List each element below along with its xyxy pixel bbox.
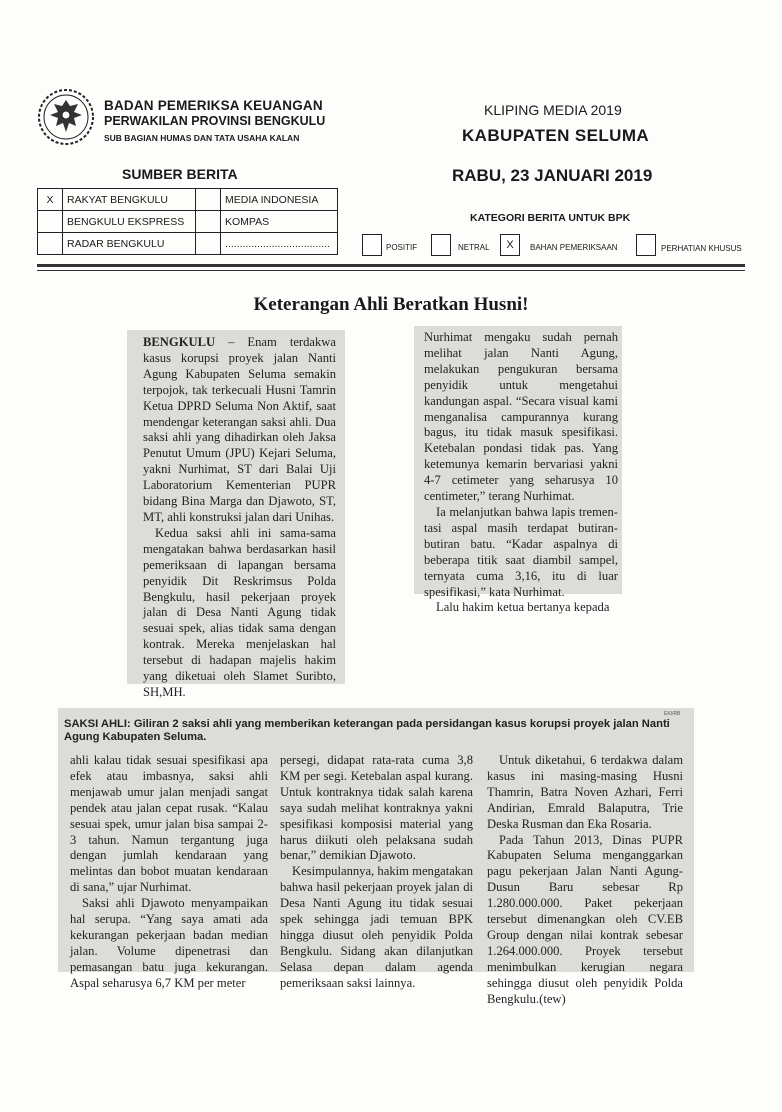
paragraph: Ia melanjutkan bahwa lapis tremen-tasi aspal masih terdapat butiran-butiran batu. “Kadar aspalnya di beberapa titik saat diambil sampel, ternyata cuma 3,16, itu di luar spesifikasi,” kata Nurhimat. — [424, 504, 618, 599]
article-column-5 — [487, 753, 683, 1008]
sumber-name: RADAR BENGKULU — [63, 233, 196, 255]
kabupaten-title: KABUPATEN SELUMA — [462, 126, 650, 145]
date-title: RABU, 23 JANUARI 2019 — [452, 166, 653, 185]
sumber-name: KOMPAS — [221, 211, 338, 233]
kliping-title: KLIPING MEDIA 2019 — [484, 102, 622, 118]
dateline: BENGKULU — [143, 335, 216, 349]
sumber-check: X — [38, 189, 63, 211]
sumber-name: MEDIA INDONESIA — [221, 189, 338, 211]
kategori-checkbox-bahan-pemeriksaan: X — [500, 234, 520, 256]
article-column-1 — [143, 335, 336, 701]
sumber-row — [38, 189, 338, 211]
article-column-3 — [70, 753, 268, 992]
sumber-name: RAKYAT BENGKULU — [63, 189, 196, 211]
paragraph: ahli kalau tidak sesuai spesifikasi apa efek atau imbasnya, saksi ahli menjawab umur jalan menjadi sangat pendek atau jalan cepat rusak. “Kalau sesuai spek, umur jalan bisa sampai 2-3 tahun. Namun tergantung juga dengan jumlah kendaraan yang melintas dan bobot muatan kendaraan di sana,” ujar Nurhimat. — [70, 753, 268, 895]
kategori-checkbox-perhatian-khusus — [636, 234, 656, 256]
header-divider-thick — [37, 264, 745, 267]
sumber-check — [196, 211, 221, 233]
kategori-checkbox-positif — [362, 234, 382, 256]
article-headline: Keterangan Ahli Beratkan Husni! — [253, 294, 529, 315]
photo-credit: EKI/RB — [664, 711, 681, 717]
kategori-label-netral: NETRAL — [458, 243, 490, 252]
header-divider-thin — [37, 270, 745, 271]
paragraph: BENGKULU – Enam terdakwa kasus korupsi proyek jalan Nanti Agung Kabupaten Seluma semakin terpojok, tak terkecuali Husni Tamrin Ketua DPRD Seluma Non Aktif, saat mendengar keterangan saksi ahli. Dua saksi ahli yang dihadirkan oleh Jaksa Penutut Umum (JPU) Kejari Seluma, yakni Nurhimat, ST dari Balai Uji Laboratorium Kementerian PUPR bidang Bina Marga dan Djawoto, ST, MT, ahli konstruksi jalan dari Unihas. — [143, 335, 336, 524]
sumber-check — [38, 211, 63, 233]
org-name-line2: PERWAKILAN PROVINSI BENGKULU — [104, 114, 326, 128]
kategori-label-positif: POSITIF — [386, 243, 418, 252]
sumber-name: BENGKULU EKSPRESS — [63, 211, 196, 233]
bpk-garuda-logo — [36, 88, 96, 146]
sumber-check — [196, 233, 221, 255]
paragraph: Kedua saksi ahli ini sama-sama mengatakan bahwa berdasarkan hasil pemeriksaan di lapangan bersama penyidik Dit Reskrimsus Polda Bengkulu, hasil pekerjaan proyek jalan di Desa Nanti Agung tidak sesuai spek, alias tidak sama dengan kontrak. Mereka menjelaskan hal tersebut di hadapan majelis hakim yang diketuai oleh Slamet Suribto, SH,MH. — [143, 525, 336, 699]
kategori-checkbox-netral — [431, 234, 451, 256]
paragraph: Untuk diketahui, 6 terdakwa dalam kasus ini masing-masing Husni Thamrin, Batra Noven Azhari, Ferri Andirian, Emrald Balaputra, Trie Deska Rusman dan Eka Rosaria. — [487, 753, 683, 831]
kategori-label-bahan-pemeriksaan: BAHAN PEMERIKSAAN — [530, 243, 618, 252]
sumber-name: .................................... — [221, 233, 338, 255]
paragraph: Pada Tahun 2013, Dinas PUPR Kabupaten Seluma menganggarkan pagu pekerjaan Jalan Nanti Agung-Dusun Baru sebesar Rp 1.280.000.000. Paket pekerjaan tersebut dimenangkan oleh CV.EB Group dengan nilai kontrak sebesar 1.264.000.000. Proyek tersebut menimbulkan kerugian negara sehingga diusut oleh penyidik Polda Bengkulu.(tew) — [487, 832, 683, 1006]
sumber-berita-table — [37, 188, 338, 255]
paragraph: Kesimpulannya, hakim mengatakan bahwa hasil pekerjaan proyek jalan di Desa Nanti Agung itu tidak sesuai spek sehingga jadi temuan BPK hingga diusut oleh penyidik Polda Bengkulu. Sidang akan dilanjutkan Selasa depan dalam agenda pemeriksaan saksi lainnya. — [280, 864, 473, 990]
org-name-line1: BADAN PEMERIKSA KEUANGAN — [104, 98, 323, 113]
sumber-row — [38, 233, 338, 255]
sumber-check — [196, 189, 221, 211]
article-column-4 — [280, 753, 473, 992]
sumber-row — [38, 211, 338, 233]
sumber-berita-title: SUMBER BERITA — [122, 166, 238, 182]
sumber-check — [38, 233, 63, 255]
photo-caption: SAKSI AHLI: Giliran 2 saksi ahli yang memberikan keterangan pada persidangan kasus korupsi proyek jalan Nanti Agung Kabupaten Seluma. — [64, 718, 670, 743]
kategori-title: KATEGORI BERITA UNTUK BPK — [470, 212, 631, 224]
paragraph: Nurhimat mengaku sudah pernah melihat jalan Nanti Agung, melakukan pengukuran bersama penyidik untuk mengetahui kandungan aspal. “Secara visual kami menganalisa campurannya kurang bagus, itu tidak masuk spesifikasi. Ketebalan pondasi tidak pas. Yang ketemunya kemarin bervariasi yakni 4-7 cetimeter yang seharusya 10 centimeter,” terang Nurhimat. — [424, 330, 618, 504]
paragraph: Saksi ahli Djawoto menyampaikan hal serupa. “Yang saya amati ada kekurangan pekerjaan badan median jalan. Volume dipenetrasi dan pemasangan batu juga kekurangan. Aspal seharusya 6,7 KM per meter — [70, 896, 268, 990]
article-column-2 — [424, 330, 618, 616]
paragraph: Lalu hakim ketua bertanya kepada — [436, 600, 610, 615]
org-name-line3: SUB BAGIAN HUMAS DAN TATA USAHA KALAN — [104, 133, 300, 143]
paragraph: persegi, didapat rata-rata cuma 3,8 KM per segi. Ketebalan aspal kurang. Untuk kontraknya tidak salah karena saya sudah melihat kontraknya yakni spesifikasi komposisi material yang harus diikuti oleh pelaksana sudah benar,” demikian Djawoto. — [280, 753, 473, 863]
kategori-label-perhatian-khusus: PERHATIAN KHUSUS — [661, 244, 742, 253]
